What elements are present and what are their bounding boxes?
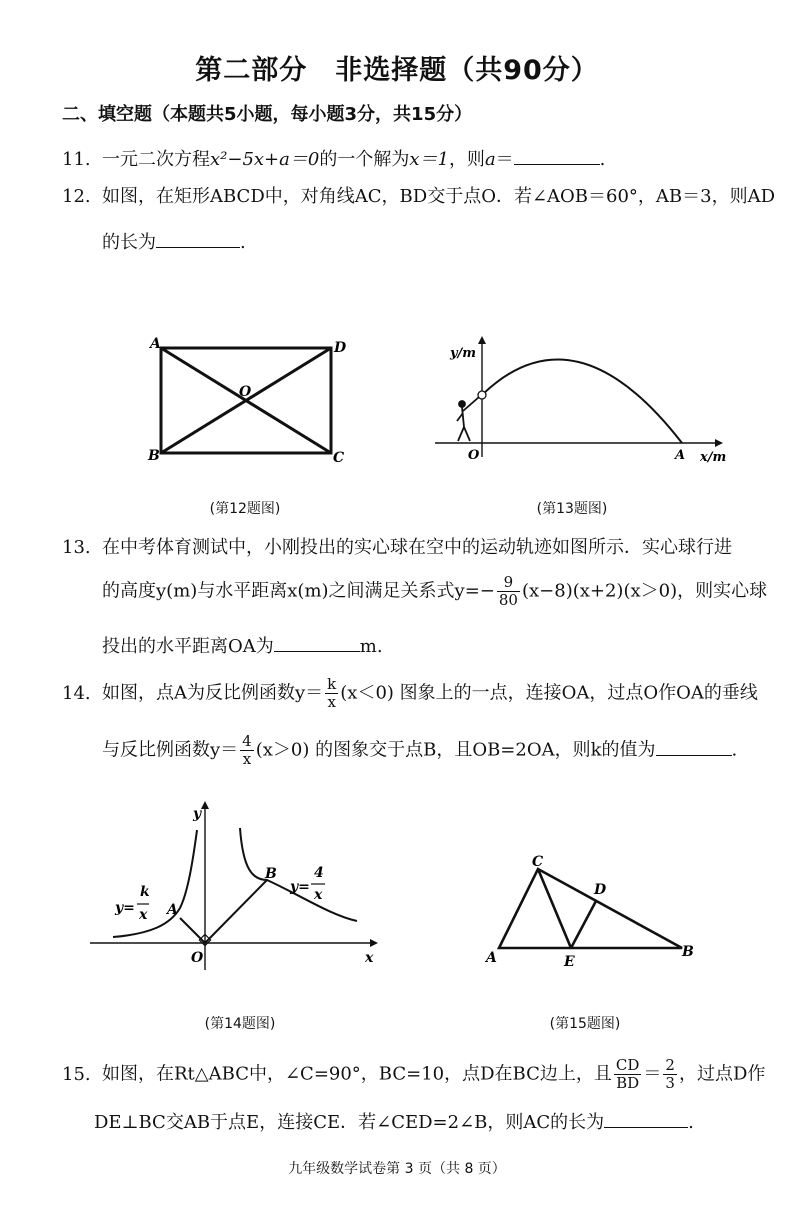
fig15-label-c: C: [532, 854, 544, 870]
q11-text-a: 一元二次方程: [102, 149, 210, 170]
q13-frac-numerator: 9: [497, 574, 520, 592]
fig14-left-fn-denominator: x: [139, 907, 148, 923]
q14-line-2-a: 与反比例函数y＝: [102, 739, 239, 761]
q12-line-2: 的长为: [102, 232, 156, 253]
q13-frac-denominator: 80: [498, 591, 518, 609]
fig13-x-label: x/m: [700, 450, 727, 465]
fig12-label-c: C: [333, 450, 345, 466]
x-axis-arrow-icon: [715, 439, 723, 447]
q14-frac2-numerator: 4: [242, 732, 252, 750]
q14-fraction-2: [240, 733, 254, 768]
question-14-line-1: [62, 676, 758, 711]
fig12-label-a: A: [150, 336, 161, 352]
q15-fraction-2: [663, 1057, 677, 1092]
fig12-label-d: D: [334, 340, 347, 356]
question-15-line-2: [94, 1108, 694, 1134]
q15-line-2-a: DE⊥BC交AB于点E，连接CE．若∠CED=2∠B，则AC的长为: [94, 1112, 605, 1133]
figure-15-caption: (第15题图): [549, 1016, 621, 1032]
fig15-label-a: A: [486, 950, 497, 966]
question-15-line-1: [62, 1057, 765, 1092]
q12-line-1: 如图，在矩形ABCD中，对角线AC，BD交于点O．若∠AOB＝60°，AB＝3，则AD: [102, 186, 776, 207]
question-13-line-3: [102, 632, 383, 658]
q12-answer-blank[interactable]: [156, 229, 240, 248]
fig14-left-fn-numerator: k: [140, 884, 150, 900]
q12-end: .: [240, 232, 246, 253]
q13-line-1: 在中考体育测试中，小刚投出的实心球在空中的运动轨迹如图所示．实心球行进: [102, 537, 732, 558]
q11-var: a: [484, 149, 496, 170]
ball-trajectory: [482, 359, 682, 443]
q11-answer-blank[interactable]: [514, 146, 600, 165]
fig13-y-label: y/m: [450, 346, 477, 361]
q11-solution: x＝1: [409, 149, 449, 170]
q11-equation: x²−5x+a＝0: [210, 149, 320, 170]
y-axis-arrow-icon: [201, 801, 209, 809]
figure-13-caption: (第13题图): [536, 501, 608, 517]
question-14-line-2: [102, 733, 737, 768]
q11-text-c: ，则: [448, 149, 485, 170]
q14-answer-blank[interactable]: [656, 737, 732, 756]
fig13-label-a: A: [675, 448, 686, 463]
q15-frac2-numerator: 2: [665, 1056, 675, 1074]
q15-number: 15.: [62, 1063, 91, 1085]
right-hyperbola: [240, 828, 357, 921]
q14-frac2-denominator: x: [242, 750, 252, 768]
question-13-line-1: [62, 533, 732, 559]
q14-line-1-b: (x＜0) 图象上的一点，连接OA，过点O作OA的垂线: [340, 682, 758, 704]
question-12-line-1: [62, 182, 775, 208]
fig14-label-a: A: [167, 902, 178, 918]
x-axis-arrow-icon: [370, 939, 378, 947]
q15-line-1-c: ，过点D作: [678, 1063, 766, 1085]
figure-12: [140, 330, 350, 470]
figure-15: [482, 850, 702, 970]
q14-line-2-b: (x＞0) 的图象交于点B，且OB=2OA，则k的值为: [255, 739, 656, 761]
fig15-label-e: E: [564, 954, 575, 970]
q13-answer-blank[interactable]: [274, 633, 360, 652]
fig14-right-fn-numerator: 4: [314, 865, 324, 881]
figure-13: [430, 335, 730, 465]
fig14-label-o: O: [191, 950, 204, 966]
q15-line-1-a: 如图，在Rt△ABC中，∠C=90°，BC=10，点D在BC边上，且: [102, 1063, 612, 1085]
q13-line-3-b: m.: [359, 636, 383, 657]
fig12-label-b: B: [148, 448, 160, 464]
q11-end: .: [599, 149, 606, 170]
question-11: [62, 145, 605, 171]
question-13-line-2: [102, 574, 767, 609]
fig14-right-fn-denominator: x: [314, 887, 323, 903]
fig14-label-b: B: [265, 866, 277, 882]
q14-number: 14.: [62, 682, 91, 704]
left-hyperbola: [113, 830, 197, 937]
figure-14: [85, 800, 385, 975]
figure-14-caption: (第14题图): [204, 1016, 276, 1032]
q13-fraction: [497, 574, 520, 609]
q14-frac1-numerator: k: [327, 675, 337, 693]
fig15-label-d: D: [594, 882, 607, 898]
fig12-label-o: O: [239, 384, 252, 400]
segment-ce: [538, 869, 571, 948]
segment-oa: [180, 918, 205, 943]
q15-frac-numerator: CD: [615, 1056, 640, 1074]
fig15-label-b: B: [682, 944, 694, 960]
q13-line-2-a: 的高度y(m)与水平距离x(m)之间满足关系式y=−: [102, 580, 495, 602]
q11-number: 11.: [62, 149, 91, 170]
fig14-y-label: y: [193, 806, 202, 822]
q11-text-b: 的一个解为: [319, 149, 410, 170]
y-axis-arrow-icon: [478, 336, 486, 344]
q15-fraction-1: [614, 1057, 642, 1092]
fig13-label-o: O: [468, 448, 480, 463]
section-heading: 二、填空题（本题共5小题，每小题3分，共15分）: [62, 104, 473, 125]
q14-end: .: [731, 739, 738, 761]
q14-frac1-denominator: x: [327, 693, 336, 711]
question-12-line-2: [102, 228, 246, 254]
q12-number: 12.: [62, 186, 91, 207]
q15-line-1-b: ＝: [643, 1063, 662, 1085]
q14-fraction-1: [325, 676, 338, 711]
q11-text-d: ＝: [495, 149, 514, 170]
q15-frac2-denominator: 3: [665, 1074, 675, 1092]
segment-de: [571, 901, 596, 948]
thrower-figure: [457, 397, 479, 441]
fig14-x-label: x: [365, 950, 374, 966]
fig14-left-fn-prefix: y=: [115, 900, 135, 916]
q14-line-1-a: 如图，点A为反比例函数y＝: [102, 682, 324, 704]
page-footer: 九年级数学试卷第 3 页（共 8 页）: [288, 1161, 506, 1177]
fig14-right-fn-prefix: y=: [290, 879, 310, 895]
q13-line-3-a: 投出的水平距离OA为: [102, 636, 274, 657]
q13-number: 13.: [62, 537, 91, 558]
page-title: 第二部分 非选择题（共90分）: [195, 55, 599, 86]
triangle-abc: [499, 869, 682, 948]
segment-ob: [205, 880, 267, 943]
q15-answer-blank[interactable]: [604, 1109, 688, 1128]
q13-line-2-b: (x−8)(x+2)(x＞0)，则实心球: [521, 580, 768, 602]
q15-frac-denominator: BD: [616, 1074, 640, 1092]
figure-12-caption: (第12题图): [209, 501, 281, 517]
q15-end: .: [688, 1112, 694, 1133]
